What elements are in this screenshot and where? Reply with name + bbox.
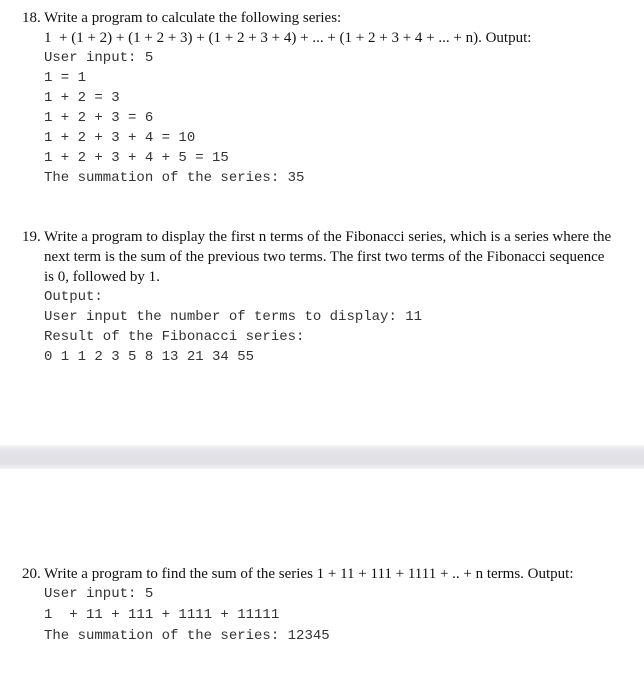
output-line: 1 + 2 + 3 + 4 + 5 = 15 bbox=[44, 150, 229, 166]
problem-text-line: Write a program to display the first n terms of the Fibonacci series, which is a series where the bbox=[44, 229, 612, 245]
problem-18 bbox=[22, 8, 622, 188]
problem-number: 20. bbox=[22, 566, 41, 582]
output-line: User input the number of terms to display: 11 bbox=[44, 309, 423, 325]
problem-20 bbox=[22, 564, 628, 647]
problem-text-line: next term is the sum of the previous two terms. The first two terms of the Fibonacci sequence bbox=[44, 249, 605, 265]
problem-number: 18. bbox=[22, 10, 41, 26]
problem-19-title bbox=[22, 227, 628, 247]
formula-rest: + (1 + 2) + (1 + 2 + 3) + (1 + 2 + 3 + 4) + ... + (1 + 2 + 3 + 4 + ... + n). Output: bbox=[51, 30, 532, 46]
output-line: 0 1 1 2 3 5 8 13 21 34 55 bbox=[44, 349, 255, 365]
series-formula bbox=[22, 28, 622, 48]
output-line: 1 + 11 + 111 + 1111 + 11111 bbox=[44, 607, 280, 623]
problem-19 bbox=[22, 227, 628, 367]
output-line: 1 + 2 = 3 bbox=[44, 90, 120, 106]
output-line: 1 + 2 + 3 + 4 = 10 bbox=[44, 130, 196, 146]
output-line: The summation of the series: 35 bbox=[44, 170, 305, 186]
formula-lead: 1 bbox=[44, 30, 52, 46]
output-line: 1 + 2 + 3 = 6 bbox=[44, 110, 154, 126]
output-line: 1 = 1 bbox=[44, 70, 87, 86]
problem-number: 19. bbox=[22, 229, 41, 245]
problem-20-title bbox=[22, 564, 628, 584]
problem-text: Write a program to find the sum of the series 1 + 11 + 111 + 1111 + .. + n terms. Output: bbox=[44, 566, 574, 582]
problem-text: Write a program to calculate the following series: bbox=[44, 10, 342, 26]
output-line: User input: 5 bbox=[44, 586, 154, 602]
output-line: User input: 5 bbox=[44, 50, 154, 66]
page-bottom bbox=[0, 469, 644, 700]
problem-18-title bbox=[22, 8, 622, 28]
output-line: Output: bbox=[44, 289, 103, 305]
page-divider bbox=[0, 445, 644, 469]
output-line: Result of the Fibonacci series: bbox=[44, 329, 305, 345]
problem-text-line: is 0, followed by 1. bbox=[44, 269, 160, 285]
output-line: The summation of the series: 12345 bbox=[44, 628, 330, 644]
